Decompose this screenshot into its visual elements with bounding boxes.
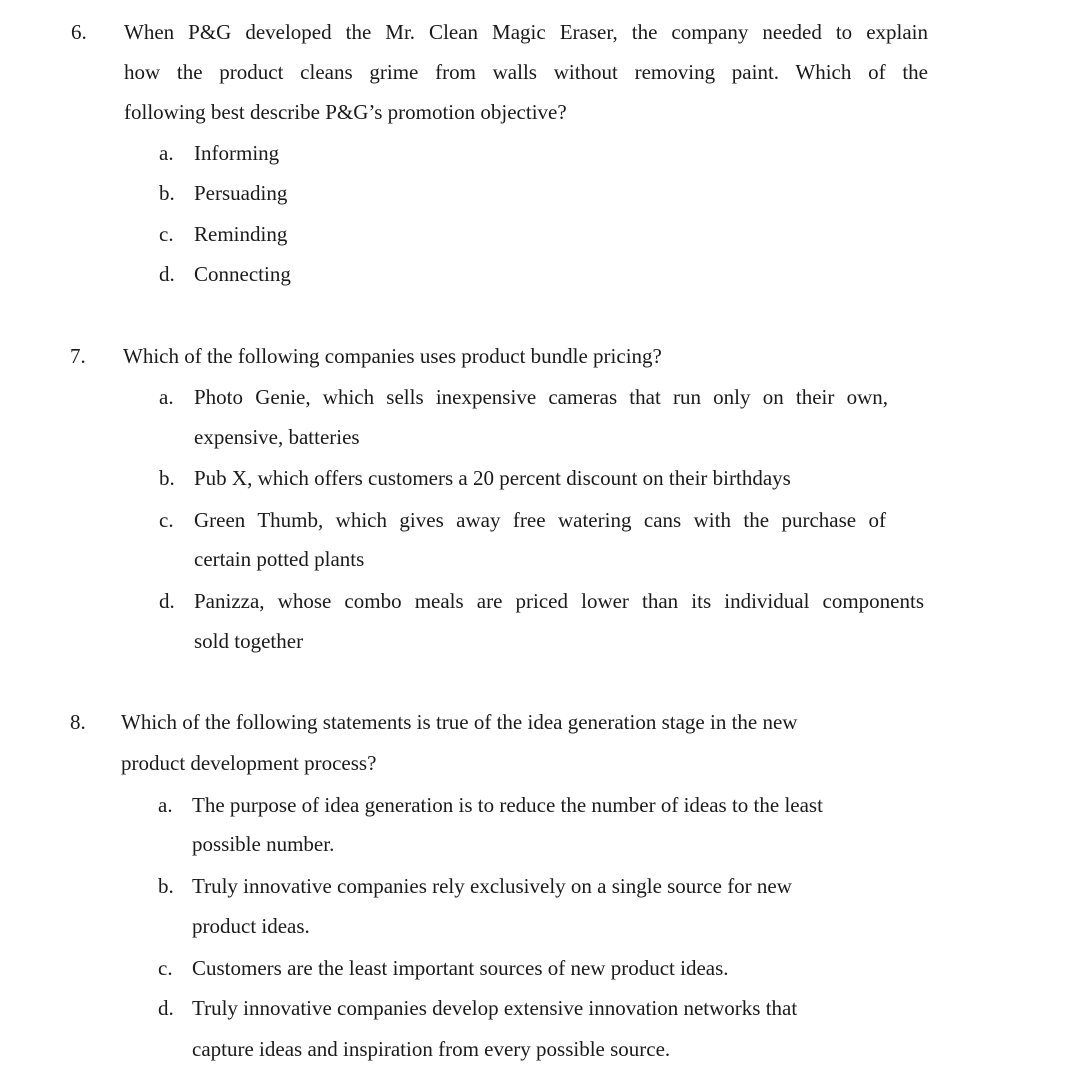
option-text: Photo Genie, which sells inexpensive cameras that run only on their own, xyxy=(194,385,888,409)
option-letter: d. xyxy=(159,589,175,613)
option-text: product ideas. xyxy=(192,914,310,938)
option-text: Persuading xyxy=(194,181,288,205)
question-stem-line: When P&G developed the Mr. Clean Magic Eraser, the company needed to explain xyxy=(124,20,928,44)
option-text: Reminding xyxy=(194,222,288,246)
option-text: The purpose of idea generation is to reduce the number of ideas to the least xyxy=(192,793,823,817)
option-letter: b. xyxy=(159,466,175,490)
option-text: Green Thumb, which gives away free watering cans with the purchase of xyxy=(194,508,886,532)
option-text: Panizza, whose combo meals are priced lower than its individual components xyxy=(194,589,924,613)
option-letter: c. xyxy=(158,956,173,980)
option-letter: d. xyxy=(159,262,175,286)
question-stem-line: product development process? xyxy=(121,751,377,775)
question-number: 6. xyxy=(71,20,87,44)
option-letter: b. xyxy=(159,181,175,205)
option-text: Connecting xyxy=(194,262,291,286)
question-stem-line: how the product cleans grime from walls without removing paint. Which of the xyxy=(124,60,928,84)
option-text: sold together xyxy=(194,629,304,653)
option-letter: c. xyxy=(159,222,174,246)
option-text: Truly innovative companies develop extensive innovation networks that xyxy=(192,996,798,1020)
question-number: 7. xyxy=(70,344,86,368)
option-text: Pub X, which offers customers a 20 percent discount on their birthdays xyxy=(194,466,791,490)
option-text: capture ideas and inspiration from every possible source. xyxy=(192,1037,671,1061)
option-text: Truly innovative companies rely exclusively on a single source for new xyxy=(192,874,792,898)
question-stem-line: Which of the following statements is true of the idea generation stage in the new xyxy=(121,710,798,734)
option-text: expensive, batteries xyxy=(194,425,360,449)
option-text: Customers are the least important sources of new product ideas. xyxy=(192,956,729,980)
option-letter: a. xyxy=(158,793,173,817)
option-letter: c. xyxy=(159,508,174,532)
option-letter: d. xyxy=(158,996,174,1020)
option-text: Informing xyxy=(194,141,280,165)
option-text: certain potted plants xyxy=(194,547,365,571)
option-letter: b. xyxy=(158,874,174,898)
question-number: 8. xyxy=(70,710,86,734)
question-stem-line: Which of the following companies uses product bundle pricing? xyxy=(123,344,662,368)
option-text: possible number. xyxy=(192,832,335,856)
option-letter: a. xyxy=(159,141,174,165)
question-stem-line: following best describe P&G’s promotion objective? xyxy=(124,100,567,124)
option-letter: a. xyxy=(159,385,174,409)
